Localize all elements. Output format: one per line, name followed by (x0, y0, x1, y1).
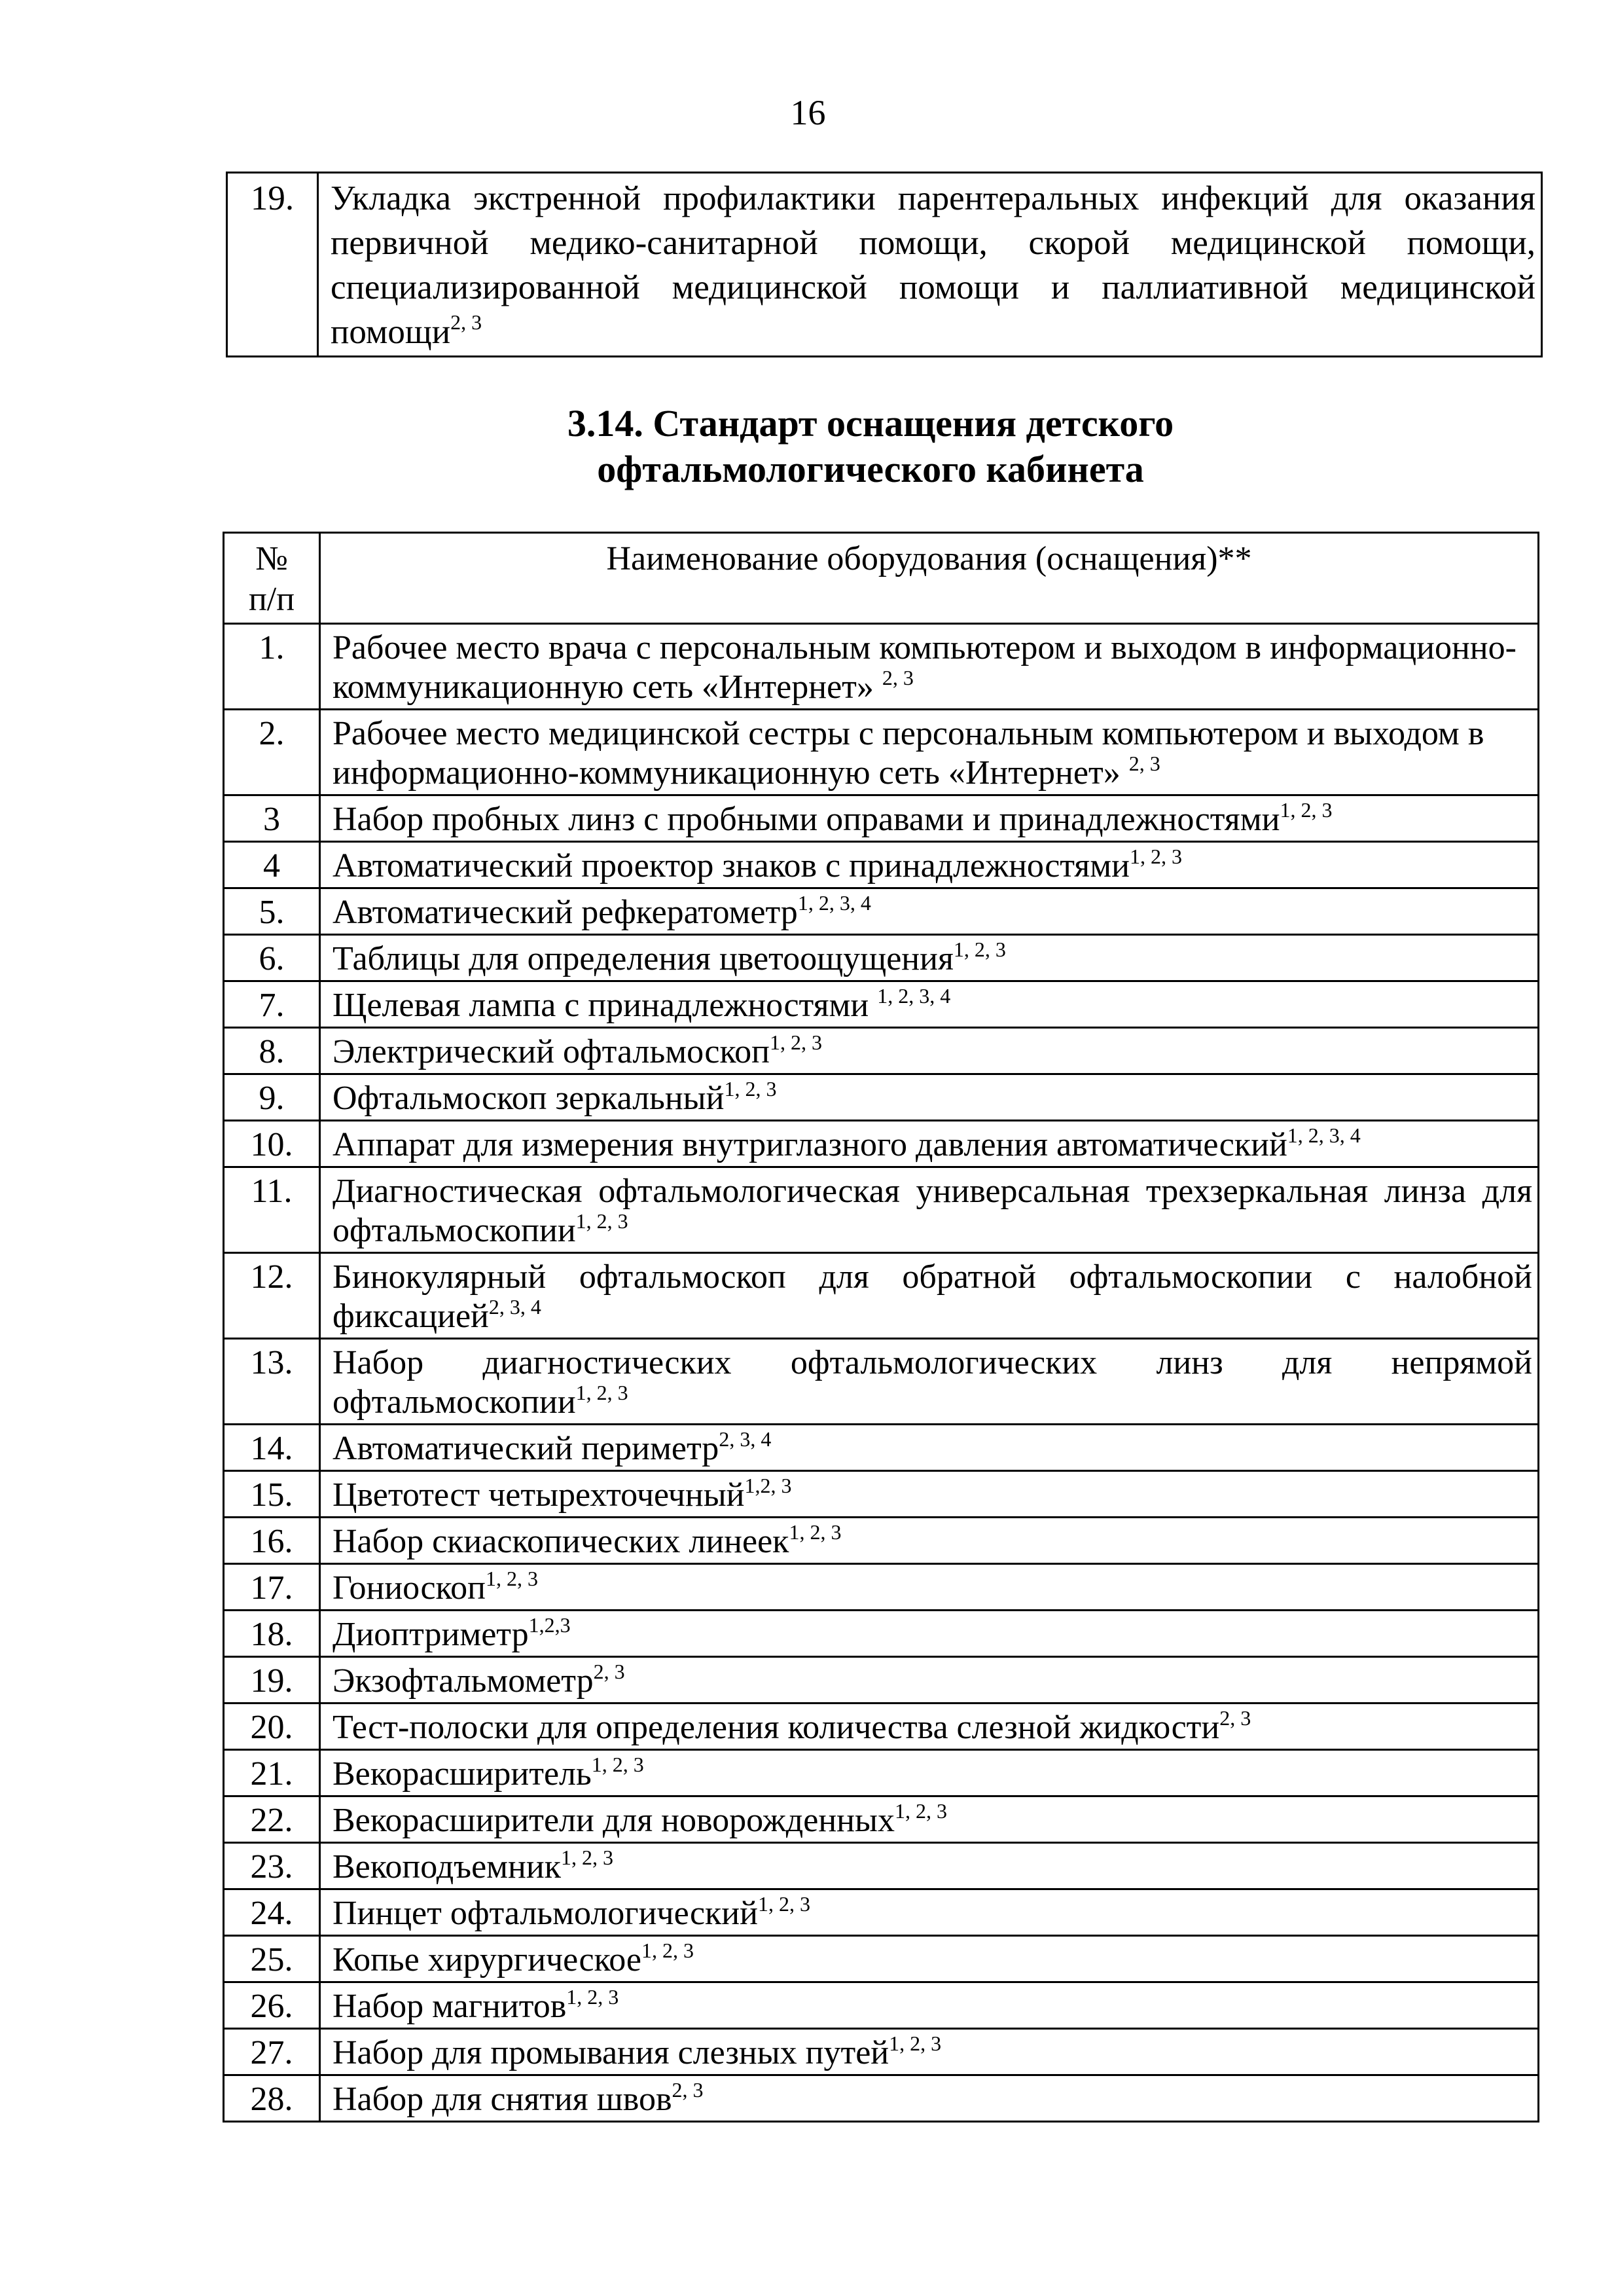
table-row (224, 888, 1539, 935)
table-header-row (224, 533, 1539, 624)
table-row (224, 981, 1539, 1028)
row-number: 21. (224, 1750, 320, 1796)
footnote-marks: 1, 2, 3 (560, 1845, 613, 1869)
item-text: Автоматический рефкератометр (332, 894, 798, 931)
row-item-name (320, 1704, 1539, 1750)
row-number: 15. (224, 1471, 320, 1518)
row-item-name (320, 888, 1539, 935)
table-row (224, 710, 1539, 795)
row-item-name (320, 1518, 1539, 1564)
row-number: 9. (224, 1074, 320, 1121)
item-text: Автоматический проектор знаков с принадлежностями (332, 847, 1130, 884)
item-text: Гониоскоп (332, 1569, 486, 1607)
footnote-marks: 1, 2, 3 (1129, 844, 1182, 868)
header-number-abbr: п/п (248, 581, 295, 618)
item-text: Набор для снятия швов (332, 2081, 672, 2118)
row-number: 28. (224, 2075, 320, 2122)
row-number: 17. (224, 1564, 320, 1611)
footnote-marks: 1, 2, 3 (591, 1752, 644, 1776)
item-text: Таблицы для определения цветоощущения (332, 940, 954, 977)
row-item-name (320, 1471, 1539, 1518)
row-item-name (320, 1339, 1539, 1425)
item-text: Векорасширитель (332, 1755, 592, 1793)
table-row (227, 173, 1542, 357)
page-number: 16 (790, 93, 826, 132)
footnote-marks: 2, 3 (593, 1659, 625, 1683)
row-item-name (320, 1611, 1539, 1657)
item-text: Набор скиаскопических линеек (332, 1523, 789, 1560)
footnote-marks: 1, 2, 3 (789, 1520, 842, 1544)
footnote-marks: 1, 2, 3, 4 (797, 890, 871, 915)
footnote-marks: 1, 2, 3 (724, 1076, 777, 1101)
table-row (224, 2029, 1539, 2075)
footnote-marks: 2, 3, 4 (719, 1427, 772, 1451)
section-title-line-1: 3.14. Стандарт оснащения детского (567, 402, 1174, 445)
footnote-marks: 2, 3 (1219, 1705, 1251, 1730)
section-title-line-2: офтальмологического кабинета (597, 448, 1144, 490)
row-number: 27. (224, 2029, 320, 2075)
item-text: Аппарат для измерения внутриглазного давления автоматический (332, 1126, 1287, 1163)
row-item-name (320, 795, 1539, 842)
footnote-marks: 1, 2, 3 (953, 937, 1006, 961)
row-item-name (320, 1750, 1539, 1796)
row-number: 20. (224, 1704, 320, 1750)
footnote-marks: 1, 2, 3 (575, 1380, 628, 1404)
footnote-marks: 1, 2, 3 (566, 1984, 619, 2009)
footnote-marks: 2, 3, 4 (488, 1294, 541, 1319)
row-item-name (320, 1253, 1539, 1339)
table-row (224, 1425, 1539, 1471)
footnote-marks: 1, 2, 3 (769, 1030, 822, 1054)
item-text: Цветотест четырехточечный (332, 1476, 745, 1514)
column-header-number (224, 533, 320, 624)
row-number: 2. (224, 710, 320, 795)
footnote-marks: 1, 2, 3 (889, 2031, 942, 2055)
item-text: Набор для промывания слезных путей (332, 2034, 889, 2071)
row-number: 14. (224, 1425, 320, 1471)
table-row (224, 795, 1539, 842)
row-number: 13. (224, 1339, 320, 1425)
row-item-name (320, 1936, 1539, 1982)
table-row (224, 1167, 1539, 1253)
row-number: 19. (224, 1657, 320, 1704)
footnote-marks: 1, 2, 3, 4 (1287, 1123, 1361, 1147)
table-row (224, 1657, 1539, 1704)
table-row (224, 1796, 1539, 1843)
row-item-name (320, 1889, 1539, 1936)
table-row (224, 1843, 1539, 1889)
footnote-marks: 1, 2, 3 (641, 1938, 694, 1962)
section-title (0, 401, 1616, 492)
table-row (224, 1750, 1539, 1796)
row-item-name (320, 2029, 1539, 2075)
item-text: Автоматический периметр (332, 1430, 719, 1467)
item-text: Копье хирургическое (332, 1941, 641, 1978)
item-text: Укладка экстренной профилактики парентеральных инфекций для оказания первичной медико-санитарной помощи, скорой медицинской помощи, специализированной медицинской помощи и паллиативной медицинской помощи (331, 179, 1535, 351)
item-text: Векорасширители для новорожденных (332, 1802, 895, 1839)
table-row (224, 1704, 1539, 1750)
item-text: Диоптриметр (332, 1616, 529, 1653)
equipment-table (223, 532, 1539, 2123)
row-number: 22. (224, 1796, 320, 1843)
item-text: Диагностическая офтальмологическая универсальная трехзеркальная линза для офтальмоскопии (332, 1173, 1532, 1249)
table-row (224, 1611, 1539, 1657)
row-item-name (320, 1564, 1539, 1611)
footnote-marks: 2, 3 (450, 310, 482, 335)
row-item-name (320, 935, 1539, 981)
row-item-name (320, 1657, 1539, 1704)
footnote-marks: 1, 2, 3 (485, 1566, 538, 1590)
item-text: Рабочее место медицинской сестры с персональным компьютером и выходом в информационно-коммуникационную сеть «Интернет» (332, 715, 1484, 792)
row-item-name (320, 1074, 1539, 1121)
column-header-name: Наименование оборудования (оснащения)** (320, 533, 1539, 624)
item-text: Офтальмоскоп зеркальный (332, 1080, 725, 1117)
row-number: 7. (224, 981, 320, 1028)
row-number: 23. (224, 1843, 320, 1889)
row-number: 5. (224, 888, 320, 935)
table-row (224, 1121, 1539, 1167)
row-number: 6. (224, 935, 320, 981)
row-number: 8. (224, 1028, 320, 1074)
footnote-marks: 1,2,3 (528, 1613, 571, 1637)
table-row (224, 842, 1539, 888)
item-text: Набор магнитов (332, 1988, 567, 2025)
item-text: Набор пробных линз с пробными оправами и принадлежностями (332, 801, 1280, 838)
top-continuation-table (226, 172, 1543, 357)
item-text: Векоподъемник (332, 1848, 561, 1886)
footnote-marks: 2, 3 (882, 665, 914, 689)
item-text: Электрический офтальмоскоп (332, 1033, 770, 1070)
header-number-sign: № (255, 540, 288, 577)
row-item-name (320, 1843, 1539, 1889)
row-number: 10. (224, 1121, 320, 1167)
item-text: Рабочее место врача с персональным компьютером и выходом в информационно-коммуникационную сеть «Интернет» (332, 629, 1517, 706)
table-row (224, 1936, 1539, 1982)
footnote-marks: 1,2, 3 (744, 1473, 792, 1497)
row-number: 18. (224, 1611, 320, 1657)
table-row (224, 624, 1539, 710)
row-item-name (320, 710, 1539, 795)
row-number: 3 (224, 795, 320, 842)
row-item-name (320, 842, 1539, 888)
item-text: Бинокулярный офтальмоскоп для обратной офтальмоскопии с налобной фиксацией (332, 1258, 1532, 1335)
footnote-marks: 1, 2, 3 (894, 1798, 947, 1823)
table-row (224, 1074, 1539, 1121)
row-number: 11. (224, 1167, 320, 1253)
row-number: 1. (224, 624, 320, 710)
table-row (224, 1518, 1539, 1564)
table-row (224, 1564, 1539, 1611)
footnote-marks: 1, 2, 3 (575, 1209, 628, 1233)
item-text: Экзофтальмометр (332, 1662, 594, 1700)
row-item-name (320, 981, 1539, 1028)
table-row (224, 1982, 1539, 2029)
footnote-marks: 1, 2, 3 (757, 1891, 810, 1916)
table-row (224, 1339, 1539, 1425)
item-text: Тест-полоски для определения количества слезной жидкости (332, 1709, 1220, 1746)
table-row (224, 935, 1539, 981)
item-text: Щелевая лампа с принадлежностями (332, 987, 878, 1024)
table-row (224, 1253, 1539, 1339)
row-item-name (320, 2075, 1539, 2122)
footnote-marks: 2, 3 (1128, 751, 1160, 775)
row-item-name (318, 173, 1542, 357)
table-row (224, 1889, 1539, 1936)
row-number: 25. (224, 1936, 320, 1982)
row-number: 16. (224, 1518, 320, 1564)
table-row (224, 2075, 1539, 2122)
item-text: Пинцет офтальмологический (332, 1895, 758, 1932)
row-number: 24. (224, 1889, 320, 1936)
footnote-marks: 1, 2, 3 (1280, 797, 1333, 822)
row-item-name (320, 1425, 1539, 1471)
footnote-marks: 2, 3 (672, 2077, 704, 2102)
row-number: 4 (224, 842, 320, 888)
row-item-name (320, 1982, 1539, 2029)
row-number: 12. (224, 1253, 320, 1339)
footnote-marks: 1, 2, 3, 4 (877, 983, 951, 1008)
row-item-name (320, 1796, 1539, 1843)
table-row (224, 1028, 1539, 1074)
table-row (224, 1471, 1539, 1518)
row-item-name (320, 1121, 1539, 1167)
row-item-name (320, 1167, 1539, 1253)
row-number: 26. (224, 1982, 320, 2029)
row-number: 19. (227, 173, 318, 357)
row-item-name (320, 624, 1539, 710)
row-item-name (320, 1028, 1539, 1074)
item-text: Набор диагностических офтальмологических линз для непрямой офтальмоскопии (332, 1344, 1532, 1421)
